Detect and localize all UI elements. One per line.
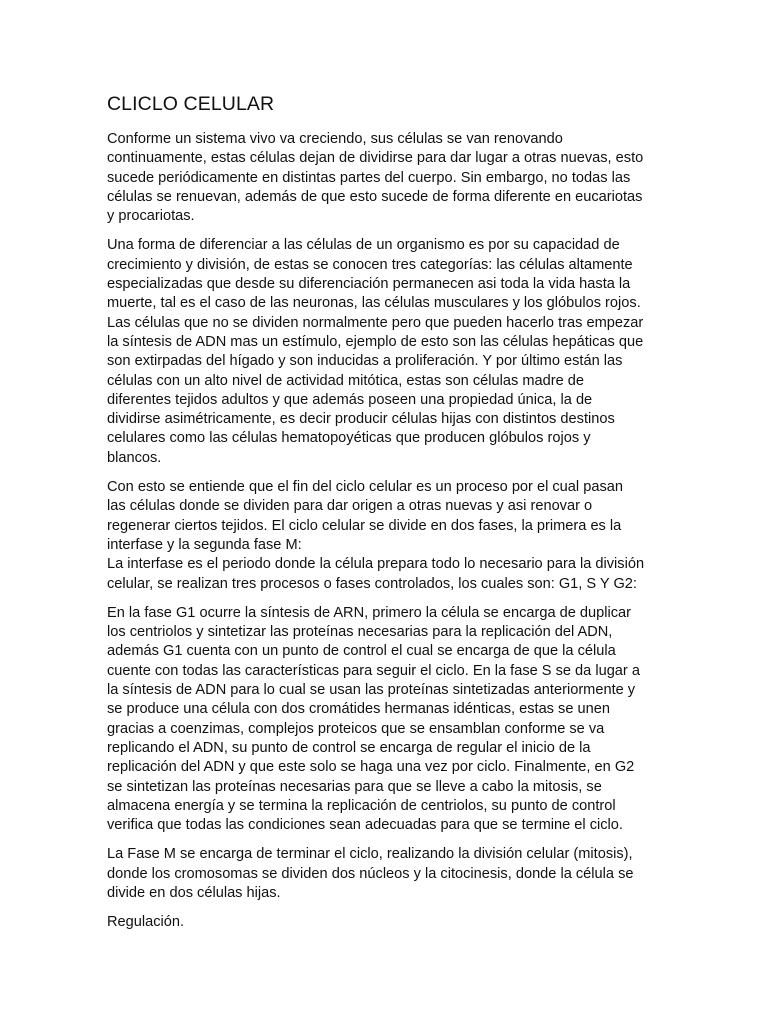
text-line: además G1 cuenta con un punto de control el cual se encarga de que la célula	[107, 643, 616, 660]
paragraph	[107, 913, 663, 932]
text-line: diferentes tejidos adultos y que además poseen una propiedad única, la de	[107, 391, 593, 408]
text-line: replicando el ADN, su punto de control se encarga de regular el inicio de la	[107, 739, 591, 756]
text-line: Las células que no se dividen normalmente pero que pueden hacerlo tras empezar	[107, 314, 644, 331]
text-line: replicación del ADN y que este solo se haga una vez por ciclo. Finalmente, en G2	[107, 759, 635, 776]
text-line: blancos.	[107, 449, 162, 466]
text-line: celulares como las células hematopoyéticas que producen glóbulos rojos y	[107, 430, 591, 447]
text-line: La interfase es el periodo donde la célula prepara todo lo necesario para la división	[107, 556, 645, 573]
text-line: especializadas que desde su diferenciación permanecen asi toda la vida hasta la	[107, 276, 631, 293]
text-line: sucede periódicamente en distintas partes del cuerpo. Sin embargo, no todas las	[107, 169, 631, 186]
paragraph	[107, 845, 663, 903]
text-line: regenerar ciertos tejidos. El ciclo celular se divide en dos fases, la primera es la	[107, 517, 622, 534]
text-line: divide en dos células hijas.	[107, 884, 281, 901]
text-line: En la fase G1 ocurre la síntesis de ARN, primero la célula se encarga de duplicar	[107, 604, 632, 621]
text-line: se sintetizan las proteínas necesarias para que se lleve a cabo la mitosis, se	[107, 778, 602, 795]
paragraph	[107, 236, 663, 468]
text-line: la síntesis de ADN mas un estímulo, ejemplo de esto son las células hepáticas que	[107, 333, 644, 350]
text-line: gracias a coenzimas, complejos proteicos que se ensamblan conforme se va	[107, 720, 605, 737]
text-line: interfase y la segunda fase M:	[107, 536, 302, 553]
text-line: dividirse asimétricamente, es decir producir células hijas con distintos destinos	[107, 411, 615, 428]
text-line: son extirpadas del hígado y son inducidas a proliferación. Y por último están las	[107, 353, 623, 370]
paragraph	[107, 130, 663, 226]
text-line: donde los cromosomas se dividen dos núcleos y la citocinesis, donde la célula se	[107, 865, 634, 882]
document-body	[107, 90, 663, 943]
paragraph	[107, 604, 663, 836]
text-line: verifica que todas las condiciones sean adecuadas para que se termine el ciclo.	[107, 817, 623, 834]
text-line: La Fase M se encarga de terminar el ciclo, realizando la división celular (mitosis),	[107, 846, 633, 863]
text-line: continuamente, estas células dejan de dividirse para dar lugar a otras nuevas, esto	[107, 150, 644, 167]
text-line: cuente con todas las características para seguir el ciclo. En la fase S se da lugar a	[107, 662, 640, 679]
text-line: y procariotas.	[107, 208, 195, 225]
text-line: Conforme un sistema vivo va creciendo, sus células se van renovando	[107, 131, 563, 147]
text-line: la síntesis de ADN para lo cual se usan las proteínas sintetizadas anteriormente y	[107, 682, 636, 699]
text-line: células se renuevan, además de que esto sucede de forma diferente en eucariotas	[107, 188, 643, 205]
text-line: celular, se realizan tres procesos o fases controlados, los cuales son: G1, S Y G2:	[107, 575, 637, 592]
text-line: células con un alto nivel de actividad mitótica, estas son células madre de	[107, 372, 584, 389]
text-line: las células donde se dividen para dar origen a otras nuevas y asi renovar o	[107, 498, 593, 515]
document-title: CLICLO CELULAR	[107, 93, 275, 115]
text-line: Regulación.	[107, 914, 185, 931]
paragraph	[107, 478, 663, 594]
text-line: Una forma de diferenciar a las células de un organismo es por su capacidad de	[107, 237, 620, 254]
text-line: muerte, tal es el caso de las neuronas, las células musculares y los glóbulos rojos.	[107, 295, 641, 312]
text-line: los centriolos y sintetizar las proteínas necesarias para la replicación del ADN,	[107, 624, 613, 641]
text-line: se produce una célula con dos cromátides hermanas idénticas, estas se unen	[107, 701, 610, 718]
paragraph-list	[107, 130, 663, 933]
text-line: Con esto se entiende que el fin del ciclo celular es un proceso por el cual pasan	[107, 479, 623, 496]
text-line: crecimiento y división, de estas se conocen tres categorías: las células altamente	[107, 256, 633, 273]
text-line: almacena energía y se termina la replicación de centriolos, su punto de control	[107, 797, 616, 814]
